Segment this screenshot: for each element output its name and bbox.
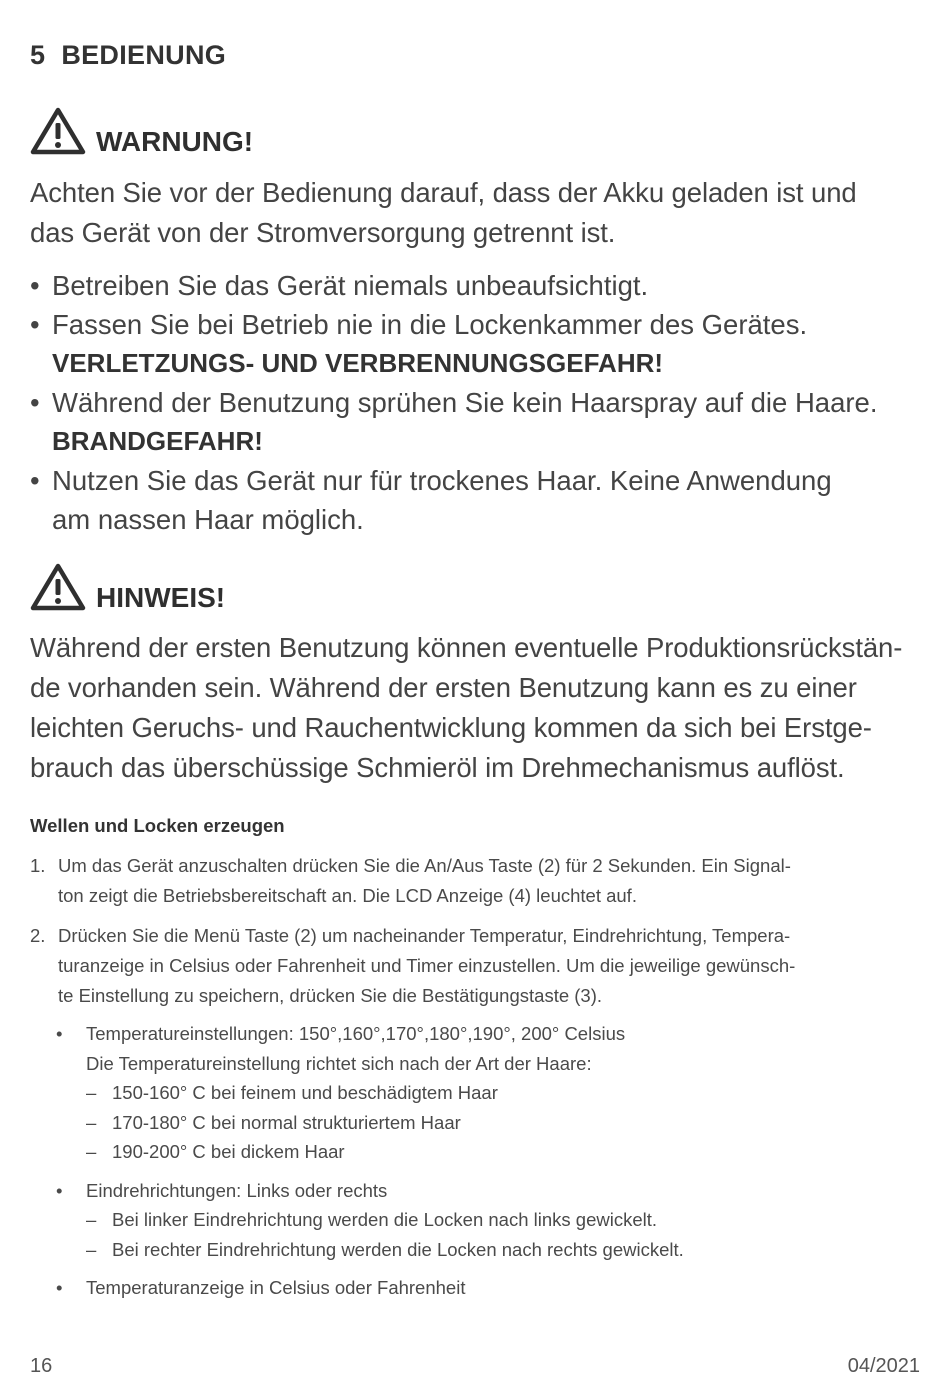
temperature-line: Die Temperatureinstellung richtet sich nach der Art der Haare:: [86, 1052, 592, 1074]
bullet-dot: •: [30, 309, 40, 340]
bullet-dot: •: [30, 387, 40, 418]
step-line: te Einstellung zu speichern, drücken Sie die Bestätigungstaste (3).: [58, 985, 603, 1006]
warning-bullet: [30, 383, 925, 461]
direction-line: Eindrehrichtungen: Links oder rechts: [86, 1179, 388, 1201]
notice-text: [30, 628, 902, 788]
warning-bullet-list: [30, 266, 925, 539]
dash-item: – Bei rechter Eindrehrichtung werden die Locken nach rechts gewickelt.: [86, 1235, 925, 1265]
dash-item: – Bei linker Eindrehrichtung werden die Locken nach links gewickelt.: [86, 1205, 925, 1235]
warning-heading: [30, 106, 253, 156]
settings-list: [30, 1019, 925, 1303]
dash-item: – 150-160° C bei feinem und beschädigtem Haar: [86, 1078, 925, 1108]
bullet-text: Betreiben Sie das Gerät niemals unbeaufsichtigt.: [52, 270, 649, 301]
warning-text-line: das Gerät von der Stromversorgung getrennt ist.: [30, 217, 616, 248]
dash-item: – 190-200° C bei dickem Haar: [86, 1137, 925, 1167]
warning-bullet: [30, 461, 925, 539]
bullet-text: Während der Benutzung sprühen Sie kein Haarspray auf die Haare.: [52, 387, 878, 418]
notice-text-line: de vorhanden sein. Während der ersten Benutzung kann es zu einer: [30, 672, 857, 703]
step-line: ton zeigt die Betriebsbereitschaft an. Die LCD Anzeige (4) leuchtet auf.: [58, 885, 637, 906]
warning-text-line: Achten Sie vor der Bedienung darauf, dass der Akku geladen ist und: [30, 177, 857, 208]
warning-bullet: [30, 305, 925, 383]
bullet-text: Fassen Sie bei Betrieb nie in die Lockenkammer des Gerätes.: [52, 309, 808, 340]
step-item: [30, 851, 925, 911]
warning-label: WARNUNG!: [96, 126, 254, 157]
step-line: Um das Gerät anzuschalten drücken Sie die An/Aus Taste (2) für 2 Sekunden. Ein Signal-: [58, 855, 791, 876]
notice-text-line: Während der ersten Benutzung können eventuelle Produktionsrückstän-: [30, 632, 903, 663]
warning-text: [30, 173, 857, 253]
danger-label: VERLETZUNGS- UND VERBRENNUNGSGEFAHR!: [52, 348, 664, 378]
notice-heading: [30, 562, 225, 612]
footer-date: 04/2021: [847, 1355, 920, 1377]
section-number: 5: [30, 40, 46, 70]
bullet-dot: •: [56, 1277, 63, 1298]
notice-text-line: brauch das überschüssige Schmieröl im Drehmechanismus auflöst.: [30, 752, 845, 783]
temperature-line: Temperatureinstellungen: 150°,160°,170°,180°,190°, 200° Celsius: [86, 1023, 626, 1044]
danger-label: BRANDGEFAHR!: [52, 426, 263, 456]
bullet-dot: •: [56, 1023, 63, 1044]
unit-settings: [30, 1273, 925, 1303]
warning-triangle-icon: [30, 562, 86, 612]
dash-item: – 170-180° C bei normal strukturiertem Haar: [86, 1108, 925, 1138]
bullet-dot: •: [30, 270, 40, 301]
temperature-settings: [30, 1019, 925, 1167]
direction-settings: [30, 1176, 925, 1265]
section-title: [30, 40, 226, 71]
page-number: 16: [30, 1355, 53, 1377]
notice-text-line: leichten Geruchs- und Rauchentwicklung kommen da sich bei Erstge-: [30, 712, 872, 743]
step-line: turanzeige in Celsius oder Fahrenheit und Timer einzustellen. Um die jeweilige gewünsch-: [58, 955, 796, 976]
bullet-text: am nassen Haar möglich.: [52, 504, 364, 535]
bullet-dot: •: [30, 465, 40, 496]
subsection-title: Wellen und Locken erzeugen: [30, 815, 285, 836]
bullet-dot: •: [56, 1179, 63, 1201]
warning-bullet: [30, 266, 925, 305]
step-number: 1.: [30, 855, 46, 876]
section-label: BEDIENUNG: [61, 40, 227, 70]
notice-label: HINWEIS!: [96, 582, 226, 613]
unit-line: Temperaturanzeige in Celsius oder Fahrenheit: [86, 1277, 466, 1298]
step-line: Drücken Sie die Menü Taste (2) um nacheinander Temperatur, Eindrehrichtung, Tempera-: [58, 925, 791, 946]
step-list: [30, 851, 925, 1021]
step-item: [30, 921, 925, 1011]
warning-triangle-icon: [30, 106, 86, 156]
bullet-text: Nutzen Sie das Gerät nur für trockenes Haar. Keine Anwendung: [52, 465, 832, 496]
step-number: 2.: [30, 925, 46, 946]
